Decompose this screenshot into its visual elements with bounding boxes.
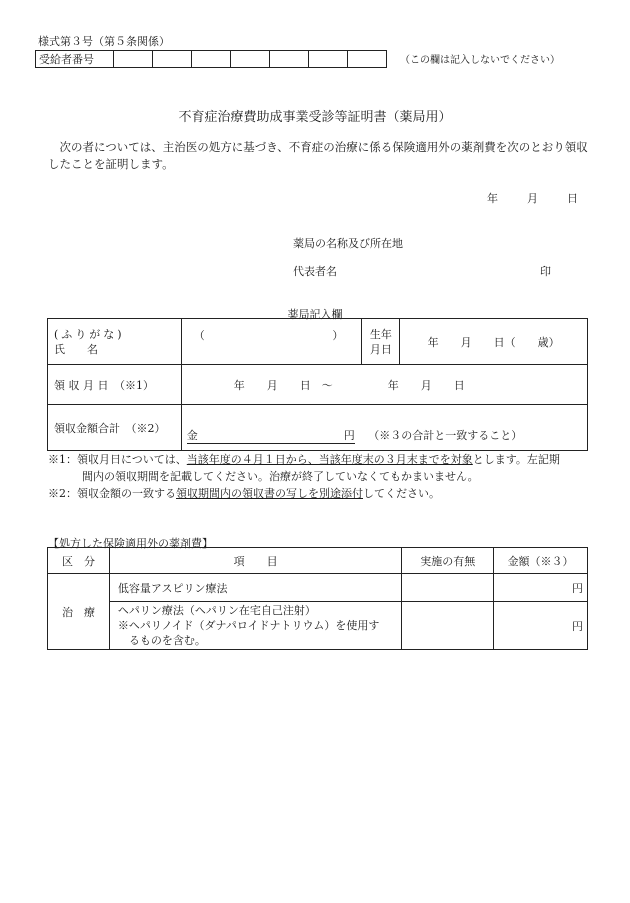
birth-label-cell — [362, 319, 400, 365]
recipient-digit-box[interactable] — [231, 51, 270, 68]
issue-date[interactable] — [487, 190, 578, 206]
recipient-digit-box[interactable] — [309, 51, 348, 68]
note-1 — [48, 451, 598, 468]
date-year: 年 — [487, 192, 498, 205]
intro-text: 次の者については、主治医の処方に基づき、不育症の治療に係る保険適用外の薬剤費を次のとおり領収したことを証明します。 — [48, 140, 588, 171]
total-prefix: 金 — [186, 429, 198, 442]
item-heparin — [109, 602, 401, 650]
birth-label-1: 生年 — [369, 327, 392, 341]
paren-close: ） — [332, 329, 344, 342]
note-1-underlined: 当該年度の４月１日から、当該年度末の３月末までを対象 — [186, 453, 473, 466]
heparin-line-2: ※ヘパリノイド（ダナパロイドナトリウム）を使用す — [117, 619, 380, 632]
category-treatment: 治 療 — [48, 574, 110, 650]
recipient-digit-box[interactable] — [348, 51, 387, 68]
header-amount: 金額（※３） — [494, 548, 588, 574]
heparin-line-1: ヘパリン療法（ヘパリン在宅自己注射） — [117, 604, 316, 617]
form-number: 様式第３号（第５条関係） — [38, 35, 170, 48]
recipient-number-label: 受給者番号 — [36, 51, 114, 68]
date-day: 日 — [567, 192, 578, 205]
total-amount-label: 領収金額合計 （※2） — [48, 405, 182, 451]
recipient-digit-box[interactable] — [270, 51, 309, 68]
note-1-text: ※1：領収月日については、 — [48, 453, 187, 466]
receipt-period-label: 領 収 月 日 （※1） — [48, 365, 182, 405]
note-2 — [48, 485, 598, 502]
heparin-line-3: るものを含む。 — [117, 634, 206, 647]
item-aspirin: 低容量アスピリン療法 — [109, 574, 401, 602]
note-2-text: ※2：領収金額の一致する — [48, 487, 176, 500]
total-amount-cell[interactable] — [181, 405, 587, 451]
name-label: 氏 名 — [54, 342, 98, 356]
recipient-digit-box[interactable] — [192, 51, 231, 68]
receipt-period-input[interactable]: 年 月 日 〜 年 月 日 — [181, 365, 587, 405]
pharmacy-record-table — [47, 318, 588, 451]
total-note: （※３の合計と一致すること） — [368, 429, 523, 442]
performed-heparin-input[interactable] — [402, 602, 494, 650]
note-1-continued: 間内の領収期間を記載してください。治療が終了していなくてもかまいません。 — [82, 470, 479, 483]
notes — [48, 451, 598, 502]
header-category: 区 分 — [48, 548, 110, 574]
pharmacy-name-label: 薬局の名称及び所在地 — [293, 237, 403, 250]
performed-aspirin-input[interactable] — [402, 574, 494, 602]
recipient-digit-box[interactable] — [114, 51, 153, 68]
date-month: 月 — [527, 192, 538, 205]
representative-label: 代表者名 — [293, 265, 337, 278]
recipient-digit-box[interactable] — [153, 51, 192, 68]
paren-open: （ — [193, 329, 205, 342]
seal-mark: 印 — [540, 265, 551, 278]
recipient-note: （この欄は記入しないでください） — [400, 55, 560, 66]
birth-label-2: 月日 — [369, 342, 392, 356]
birth-date-input[interactable]: 年 月 日（ 歳） — [400, 319, 588, 365]
amount-heparin-input[interactable]: 円 — [494, 602, 588, 650]
drug-cost-table — [47, 547, 588, 650]
note-2-underlined: 領収期間内の領収書の写しを別途添付 — [176, 487, 363, 500]
header-performed: 実施の有無 — [402, 548, 494, 574]
note-1-text-b: とします。左記期 — [472, 453, 560, 466]
document-title: 不育症治療費助成事業受診等証明書（薬局用） — [178, 110, 452, 125]
total-yen: 円 — [343, 429, 355, 442]
recipient-number-table — [35, 50, 387, 68]
total-amount-input[interactable] — [187, 427, 355, 444]
amount-aspirin-input[interactable]: 円 — [494, 574, 588, 602]
drug-section-title: 【処方した保険適用外の薬剤費】 — [48, 537, 213, 550]
name-input-cell[interactable] — [181, 319, 362, 365]
record-section-title: 薬局記入欄 — [287, 308, 343, 321]
note-2-text-b: してください。 — [363, 487, 440, 500]
furigana-label: (ふりがな) — [54, 327, 125, 341]
name-label-cell — [48, 319, 182, 365]
header-item: 項 目 — [109, 548, 401, 574]
